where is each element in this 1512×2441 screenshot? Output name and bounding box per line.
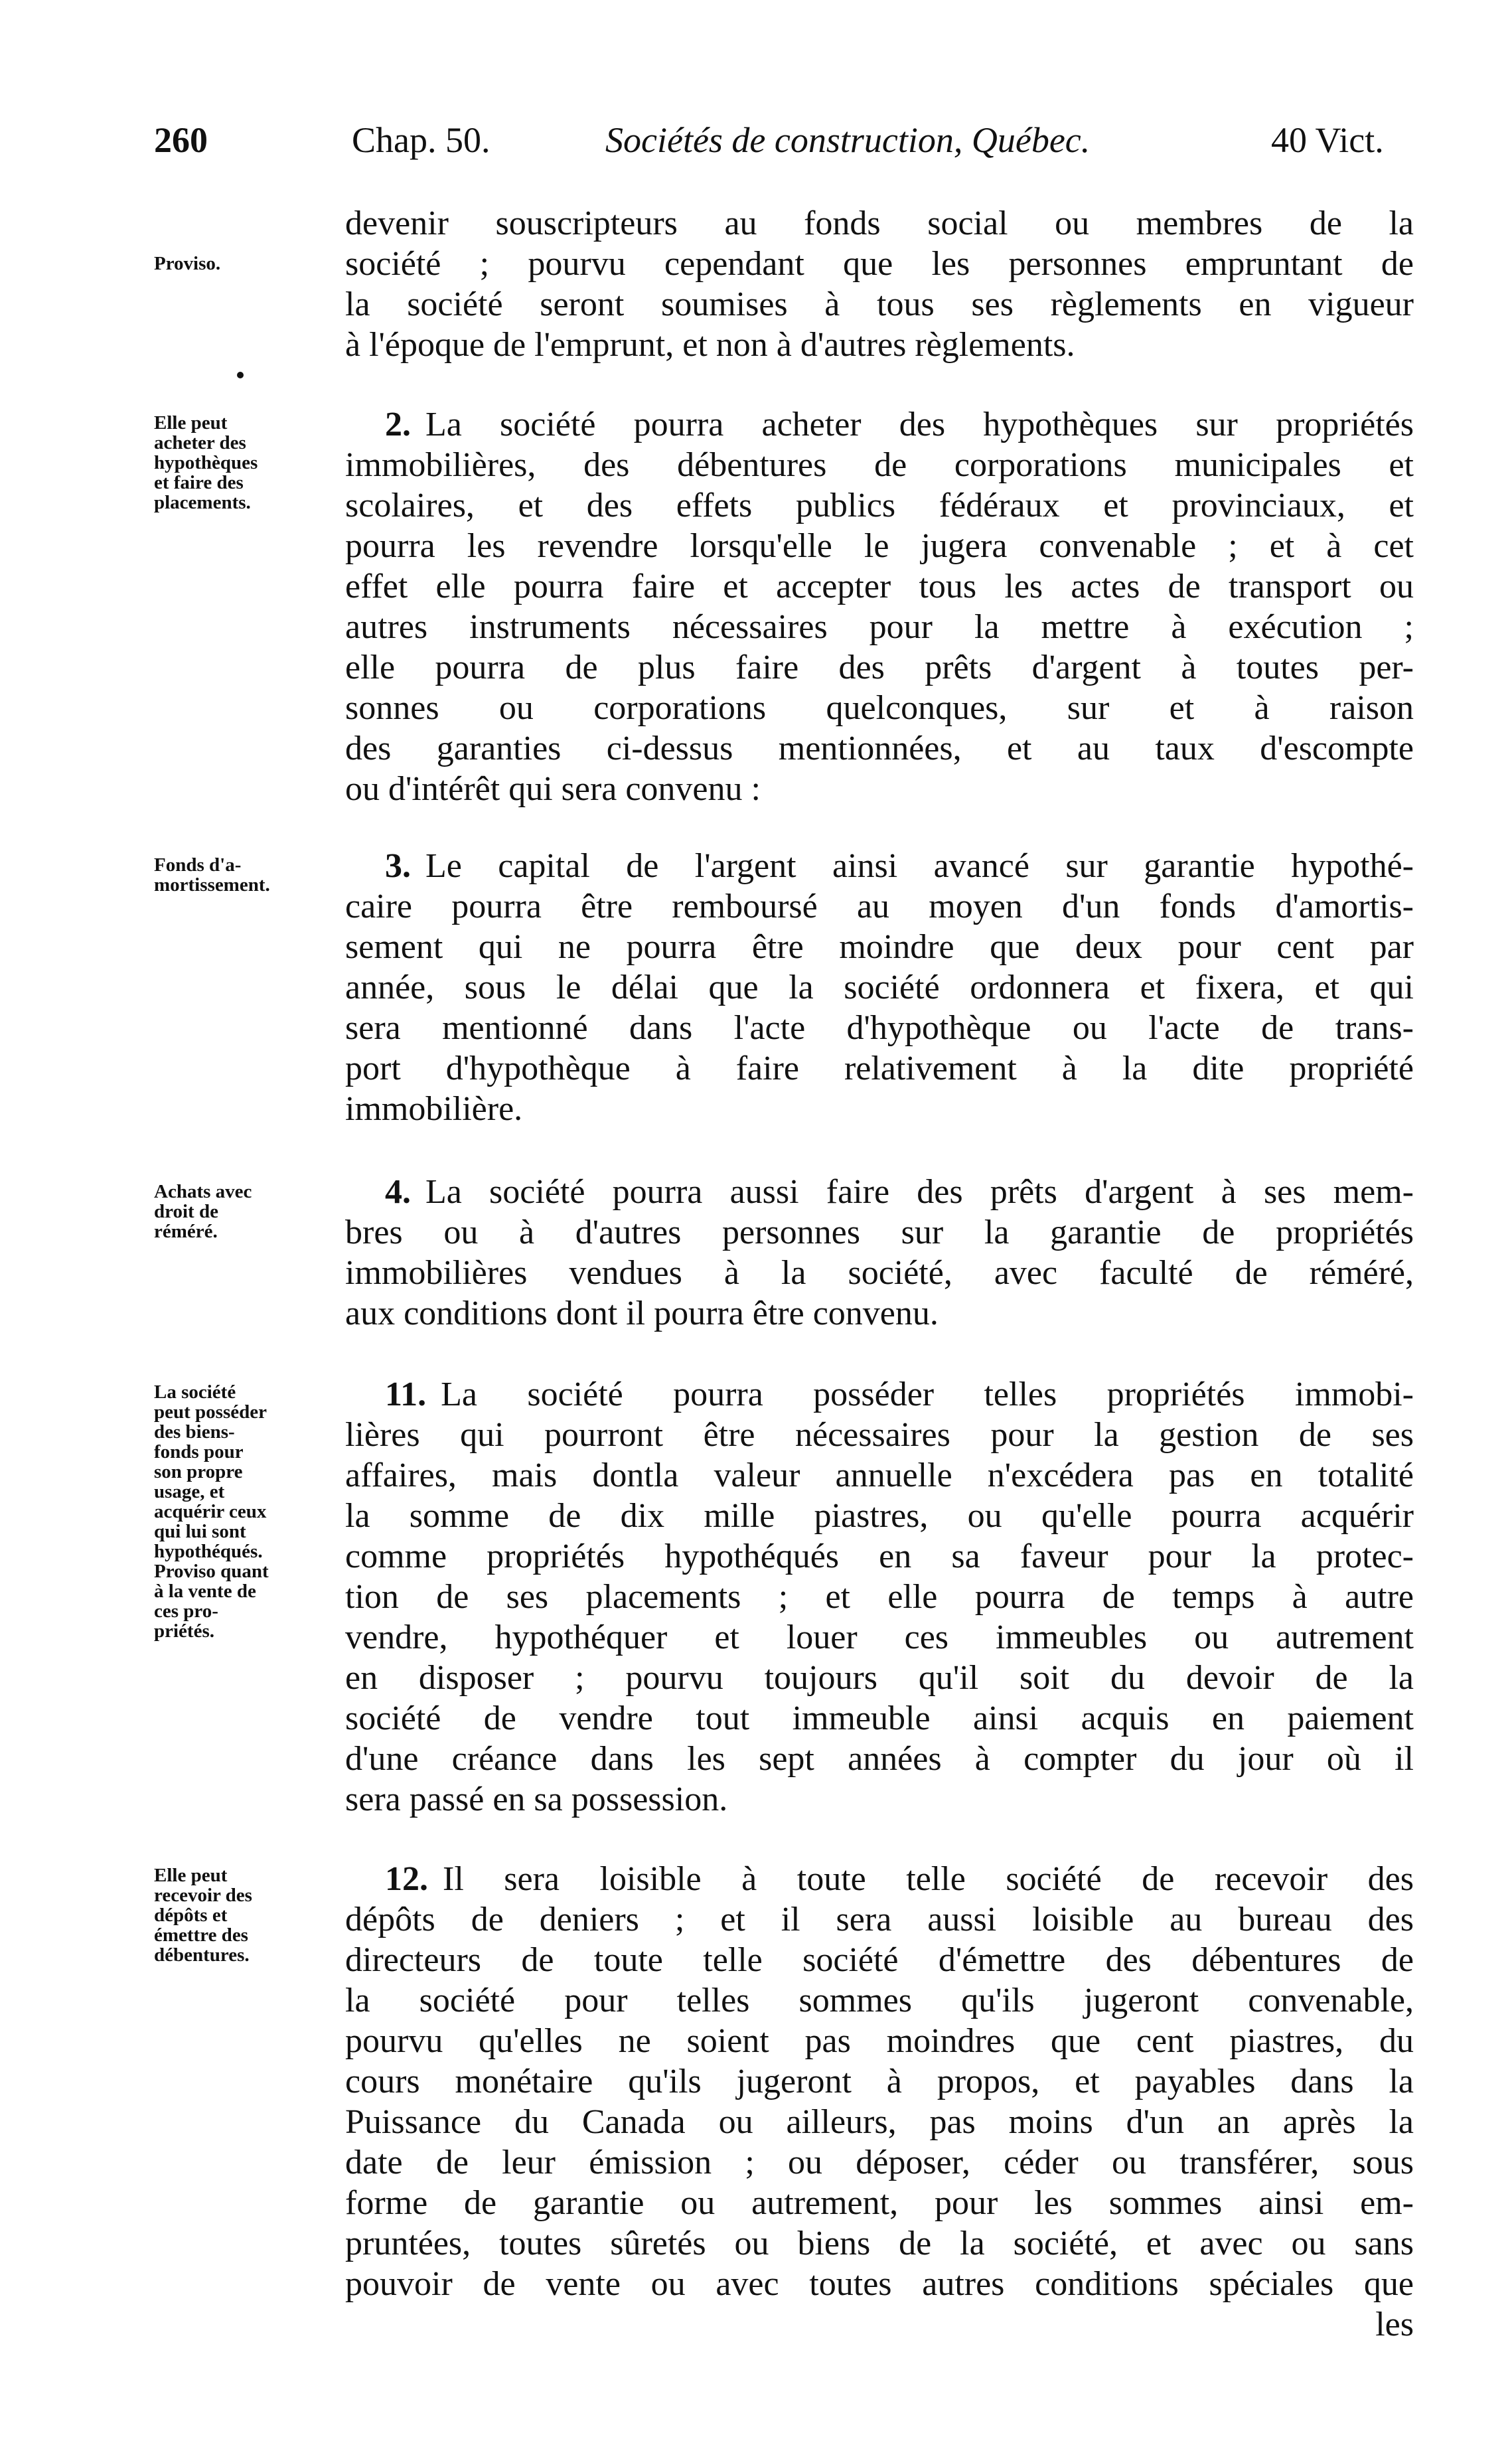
margin-note (154, 1561, 333, 1641)
text-line: forme de garantie ou autrement, pour les sommes ainsi em- (345, 2184, 1414, 2222)
margin-note-line: Elle peut (154, 412, 228, 433)
margin-note-line: et faire des (154, 472, 244, 493)
margin-note-line: recevoir des (154, 1885, 252, 1906)
text-line: la société pour telles sommes qu'ils jugeront convenable, (345, 1982, 1414, 2019)
text-line (345, 846, 1414, 886)
text-line: la somme de dix mille piastres, ou qu'elle pourra acquérir (345, 1497, 1414, 1535)
text-line (345, 1859, 1414, 1899)
text-line: affaires, mais dontla valeur annuelle n'excédera pas en totalité (345, 1457, 1414, 1494)
text-line (345, 1172, 1414, 1212)
text-line: sera passé en sa possession. (345, 1780, 728, 1818)
margin-note-line: des biens- (154, 1421, 235, 1443)
margin-note-line: émettre des (154, 1925, 248, 1946)
text-line (345, 404, 1414, 445)
margin-note-line: placements. (154, 492, 251, 513)
margin-note-line: ces pro- (154, 1601, 218, 1622)
text-line-content: La société pourra acheter des hypothèques sur propriétés (425, 406, 1414, 443)
text-line: d'une créance dans les sept années à compter du jour où il (345, 1740, 1414, 1778)
text-line: immobilière. (345, 1090, 523, 1128)
paragraph-continued (345, 203, 1414, 365)
section-number: 12. (385, 1860, 428, 1898)
margin-note-line: droit de (154, 1201, 218, 1222)
text-line-content: Le capital de l'argent ainsi avancé sur garantie hypothé- (425, 847, 1414, 885)
margin-note (154, 1865, 333, 1965)
text-line: devenir souscripteurs au fonds social ou membres de la (345, 204, 1414, 242)
margin-note-line: acquérir ceux (154, 1501, 267, 1522)
text-line: port d'hypothèque à faire relativement à la dite propriété (345, 1050, 1414, 1087)
margin-note-line: à la vente de (154, 1581, 256, 1602)
margin-note-line: mortissement. (154, 874, 270, 896)
ink-speck (237, 372, 244, 378)
text-line: caire pourra être remboursé au moyen d'un fonds d'amortis- (345, 888, 1414, 925)
margin-note (154, 855, 333, 895)
text-line: lières qui pourront être nécessaires pour la gestion de ses (345, 1416, 1414, 1454)
text-line: immobilières vendues à la société, avec faculté de réméré, (345, 1254, 1414, 1292)
text-line: pourvu qu'elles ne soient pas moindres que cent piastres, du (345, 2022, 1414, 2060)
text-line: pourra les revendre lorsqu'elle le jugera convenable ; et à cet (345, 527, 1414, 565)
text-line: tion de ses placements ; et elle pourra de temps à autre (345, 1578, 1414, 1616)
paragraph-3 (345, 846, 1414, 1129)
margin-note-line: priétés. (154, 1620, 214, 1642)
text-line: ou d'intérêt qui sera convenu : (345, 770, 761, 808)
text-line-content: La société pourra posséder telles propriétés immobi- (441, 1376, 1414, 1413)
text-line: immobilières, des débentures de corporations municipales et (345, 446, 1414, 484)
text-line: vendre, hypothéquer et louer ces immeubles ou autrement (345, 1618, 1414, 1656)
text-line: sera mentionné dans l'acte d'hypothèque ou l'acte de trans- (345, 1009, 1414, 1047)
text-line: société de vendre tout immeuble ainsi acquis en paiement (345, 1699, 1414, 1737)
text-line: société ; pourvu cependant que les personnes empruntant de (345, 245, 1414, 283)
margin-note-line: hypothéqués. (154, 1541, 263, 1562)
paragraph-12 (345, 1859, 1414, 2345)
margin-note-line: La société (154, 1381, 236, 1403)
margin-note-line: peut posséder (154, 1401, 267, 1423)
text-line: année, sous le délai que la société ordonnera et fixera, et qui (345, 969, 1414, 1006)
text-line: dépôts de deniers ; et il sera aussi loisible au bureau des (345, 1901, 1414, 1938)
text-line: Puissance du Canada ou ailleurs, pas moins d'un an après la (345, 2103, 1414, 2141)
text-line: elle pourra de plus faire des prêts d'argent à toutes per- (345, 649, 1414, 686)
margin-note-line: Fonds d'a- (154, 854, 242, 876)
section-number: 4. (385, 1173, 411, 1211)
text-line-content: La société pourra aussi faire des prêts d'argent à ses mem- (425, 1173, 1414, 1211)
text-line: directeurs de toute telle société d'émettre des débentures de (345, 1941, 1414, 1979)
section-number: 3. (385, 847, 411, 885)
paragraph-4 (345, 1172, 1414, 1334)
text-line (345, 1374, 1414, 1415)
text-line: la société seront soumises à tous ses règlements en vigueur (345, 285, 1414, 323)
paragraph-2 (345, 404, 1414, 809)
margin-note-line: Achats avec (154, 1181, 252, 1202)
margin-note (154, 413, 333, 512)
running-title: Sociétés de construction, Québec. (605, 120, 1091, 160)
text-line: aux conditions dont il pourra être convenu. (345, 1295, 939, 1332)
chapter-label: Chap. 50. (352, 120, 491, 160)
text-line: scolaires, et des effets publics fédéraux et provinciaux, et (345, 487, 1414, 524)
text-line: comme propriétés hypothéqués en sa faveur pour la protec- (345, 1537, 1414, 1575)
margin-note-line: hypothèques (154, 452, 258, 473)
margin-note-line: qui lui sont (154, 1521, 246, 1542)
section-number: 11. (385, 1376, 427, 1413)
margin-note-line: son propre (154, 1461, 243, 1482)
text-line: effet elle pourra faire et accepter tous les actes de transport ou (345, 568, 1414, 605)
page-number: 260 (154, 120, 208, 160)
text-line: sement qui ne pourra être moindre que deux pour cent par (345, 928, 1414, 966)
section-number: 2. (385, 406, 411, 443)
margin-note (154, 254, 333, 274)
margin-note-line: usage, et (154, 1481, 225, 1502)
text-line: cours monétaire qu'ils jugeront à propos, et payables dans la (345, 2063, 1414, 2100)
text-line: des garanties ci-dessus mentionnées, et au taux d'escompte (345, 730, 1414, 767)
margin-note-line: débentures. (154, 1944, 250, 1966)
margin-note-line: acheter des (154, 432, 246, 453)
text-line: pouvoir de vente ou avec toutes autres conditions spéciales que (345, 2265, 1414, 2303)
margin-note (154, 1382, 333, 1561)
catchword: les (1375, 2306, 1414, 2343)
text-line: à l'époque de l'emprunt, et non à d'autres règlements. (345, 326, 1075, 364)
margin-note-line: Proviso quant (154, 1561, 269, 1582)
margin-note-line: fonds pour (154, 1441, 244, 1462)
margin-note-line: réméré. (154, 1221, 218, 1242)
margin-note (154, 1182, 333, 1241)
text-line: en disposer ; pourvu toujours qu'il soit du devoir de la (345, 1659, 1414, 1697)
regnal-year: 40 Vict. (1271, 120, 1384, 160)
text-line: bres ou à d'autres personnes sur la garantie de propriétés (345, 1214, 1414, 1251)
text-line: date de leur émission ; ou déposer, céder ou transférer, sous (345, 2144, 1414, 2181)
margin-note-line: Elle peut (154, 1865, 228, 1886)
text-line: sonnes ou corporations quelconques, sur et à raison (345, 689, 1414, 727)
margin-note-line: Proviso. (154, 253, 221, 274)
paragraph-11 (345, 1374, 1414, 1820)
margin-note-line: dépôts et (154, 1905, 228, 1926)
text-line: autres instruments nécessaires pour la mettre à exécution ; (345, 608, 1414, 646)
text-line-content: Il sera loisible à toute telle société de recevoir des (443, 1860, 1414, 1898)
text-line: pruntées, toutes sûretés ou biens de la société, et avec ou sans (345, 2225, 1414, 2262)
